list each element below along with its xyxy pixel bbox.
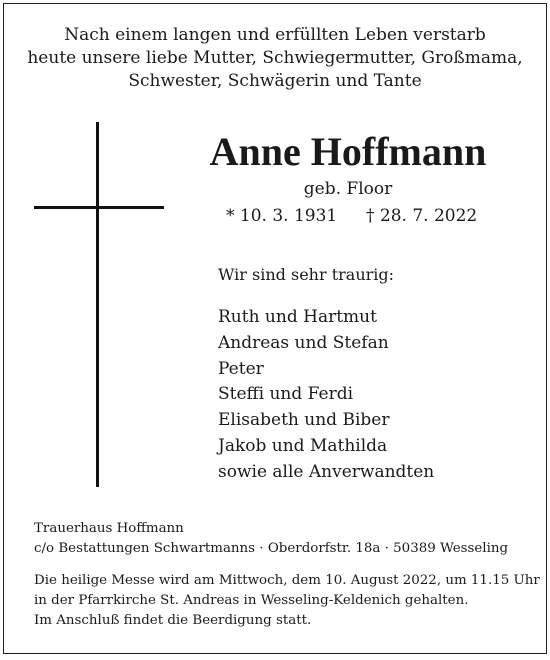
intro-text bbox=[4, 24, 546, 93]
maiden-name: geb. Floor bbox=[303, 179, 393, 199]
birth-date: * 10. 3. 1931 bbox=[226, 206, 338, 226]
mourner-item: Andreas und Stefan bbox=[218, 332, 389, 353]
intro-line: heute unsere liebe Mutter, Schwiegermutter, Großmama, bbox=[27, 48, 523, 68]
obituary-notice bbox=[3, 3, 547, 654]
funeral-home-address bbox=[34, 519, 508, 559]
intro-line: Nach einem langen und erfüllten Leben verstarb bbox=[64, 25, 486, 45]
mourner-item: Peter bbox=[218, 358, 264, 379]
mass-info-line: Im Anschluß findet die Beerdigung statt. bbox=[34, 613, 312, 628]
intro-line: Schwester, Schwägerin und Tante bbox=[128, 71, 422, 91]
mourner-item: Steffi und Ferdi bbox=[218, 384, 354, 405]
mourning-text: Wir sind sehr traurig: bbox=[218, 265, 395, 284]
mourners-list bbox=[218, 305, 434, 486]
mourner-item: sowie alle Anverwandten bbox=[218, 461, 435, 482]
mourner-item: Ruth und Hartmut bbox=[218, 307, 377, 327]
mourner-item: Jakob und Mathilda bbox=[218, 435, 388, 456]
cross-horizontal-bar bbox=[34, 206, 164, 209]
funeral-home-line: Trauerhaus Hoffmann bbox=[34, 521, 184, 536]
mourner-item: Elisabeth und Biber bbox=[218, 410, 390, 431]
death-date: † 28. 7. 2022 bbox=[366, 206, 478, 226]
cross-vertical-bar bbox=[96, 122, 99, 487]
mass-info-line: Die heilige Messe wird am Mittwoch, dem 10. August 2022, um 11.15 Uhr bbox=[34, 573, 540, 588]
mass-info bbox=[34, 571, 540, 631]
deceased-name: Anne Hoffmann bbox=[209, 129, 487, 174]
funeral-home-line: c/o Bestattungen Schwartmanns · Oberdorfstr. 18a · 50389 Wesseling bbox=[34, 541, 509, 556]
mass-info-line: in der Pfarrkirche St. Andreas in Wesseling-Keldenich gehalten. bbox=[34, 593, 469, 608]
